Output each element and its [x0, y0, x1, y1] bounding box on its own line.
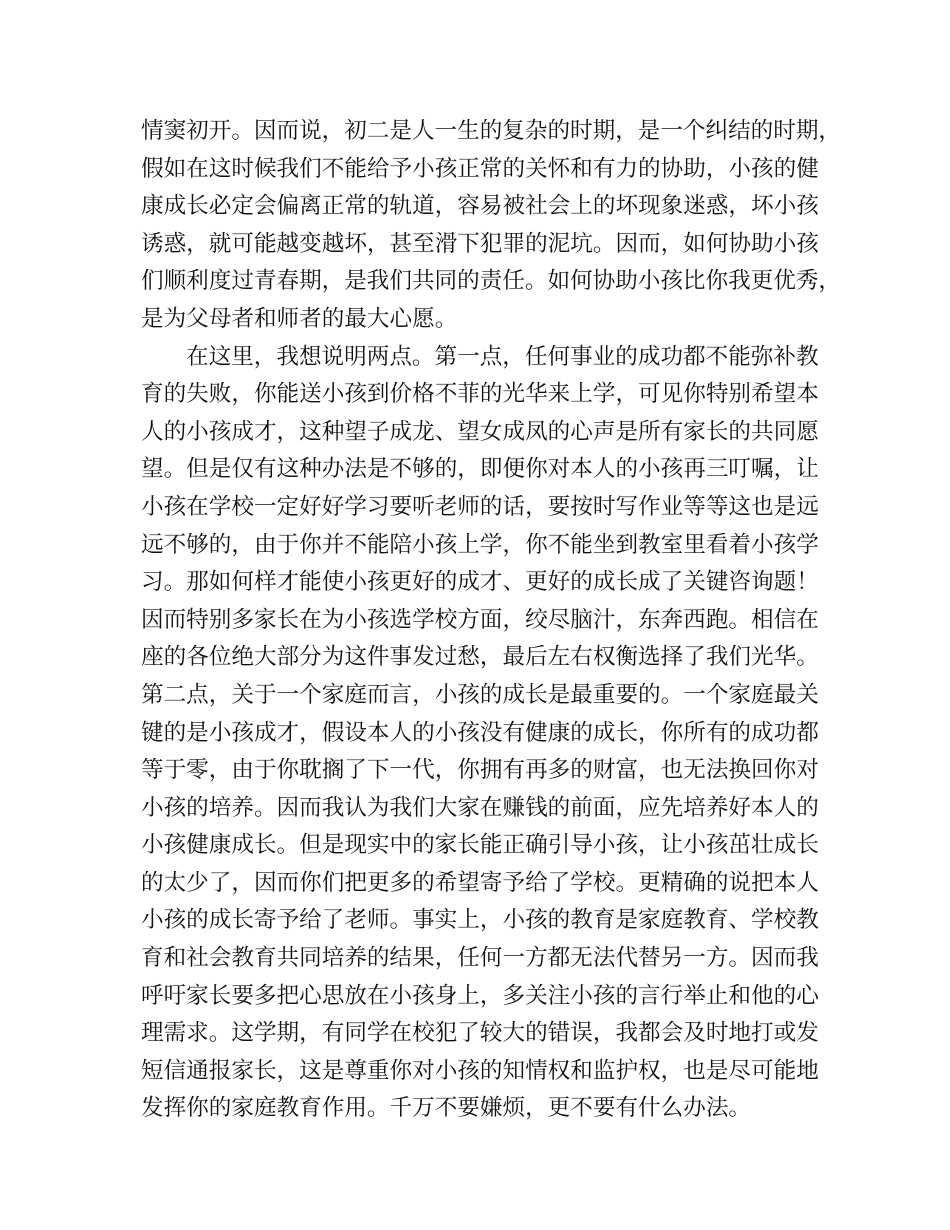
text-line: 发挥你的家庭教育作用。千万不要嫌烦，更不要有什么办法。 [141, 1095, 752, 1122]
text-line: 情窦初开。因而说，初二是人一生的复杂的时期，是一个纠结的时期， [141, 118, 841, 144]
text-line: 键的是小孩成才，假设本人的小孩没有健康的成长，你所有的成功都 [141, 719, 819, 746]
text-line: 们顺利度过青春期，是我们共同的责任。如何协助小孩比你我更优秀， [141, 268, 841, 295]
text-line: 育的失败，你能送小孩到价格不菲的光华来上学，可见你特别希望本 [141, 381, 819, 408]
text-line: 等于零，由于你耽搁了下一代，你拥有再多的财富，也无法换回你对 [141, 757, 819, 784]
text-line: 诱惑，就可能越变越坏，甚至滑下犯罪的泥坑。因而，如何协助小孩 [141, 230, 819, 257]
text-line: 的太少了，因而你们把更多的希望寄予给了学校。更精确的说把本人 [141, 869, 819, 896]
text-line: 远不够的，由于你并不能陪小孩上学，你不能坐到教室里看着小孩学 [141, 531, 819, 558]
text-line: 望。但是仅有这种办法是不够的，即便你对本人的小孩再三叮嘱，让 [141, 456, 819, 483]
text-line: 育和社会教育共同培养的结果，任何一方都无法代替另一方。因而我 [141, 945, 819, 972]
document-body [141, 113, 841, 1128]
text-line: 呼吁家长要多把心思放在小孩身上，多关注小孩的言行举止和他的心 [141, 982, 819, 1009]
text-line: 是为父母者和师者的最大心愿。 [141, 305, 458, 332]
text-line: 因而特别多家长在为小孩选学校方面，绞尽脑汁，东奔西跑。相信在 [141, 606, 819, 633]
paragraph-1 [141, 113, 841, 339]
text-line: 短信通报家长，这是尊重你对小孩的知情权和监护权，也是尽可能地 [141, 1057, 819, 1084]
text-line: 理需求。这学期，有同学在校犯了较大的错误，我都会及时地打或发 [141, 1020, 819, 1047]
text-line: 假如在这时候我们不能给予小孩正常的关怀和有力的协助，小孩的健 [141, 155, 819, 182]
text-line: 小孩的成长寄予给了老师。事实上，小孩的教育是家庭教育、学校教 [141, 907, 819, 934]
text-line: 小孩健康成长。但是现实中的家长能正确引导小孩，让小孩茁壮成长 [141, 832, 819, 859]
text-line: 康成长必定会偏离正常的轨道，容易被社会上的坏现象迷惑，坏小孩 [141, 193, 819, 220]
text-line: 座的各位绝大部分为这件事发过愁，最后左右权衡选择了我们光华。 [141, 644, 819, 671]
paragraph-2 [141, 339, 841, 1128]
text-line: 第二点，关于一个家庭而言，小孩的成长是最重要的。一个家庭最关 [141, 681, 819, 708]
text-line: 习。那如何样才能使小孩更好的成才、更好的成长成了关键咨询题！ [141, 569, 819, 596]
text-line: 小孩的培养。因而我认为我们大家在赚钱的前面，应先培养好本人的 [141, 794, 819, 821]
text-line: 在这里，我想说明两点。第一点，任何事业的成功都不能弥补教 [186, 343, 819, 370]
text-line: 小孩在学校一定好好学习要听老师的话，要按时写作业等等这也是远 [141, 493, 819, 520]
text-line: 人的小孩成才，这种望子成龙、望女成凤的心声是所有家长的共同愿 [141, 418, 819, 445]
